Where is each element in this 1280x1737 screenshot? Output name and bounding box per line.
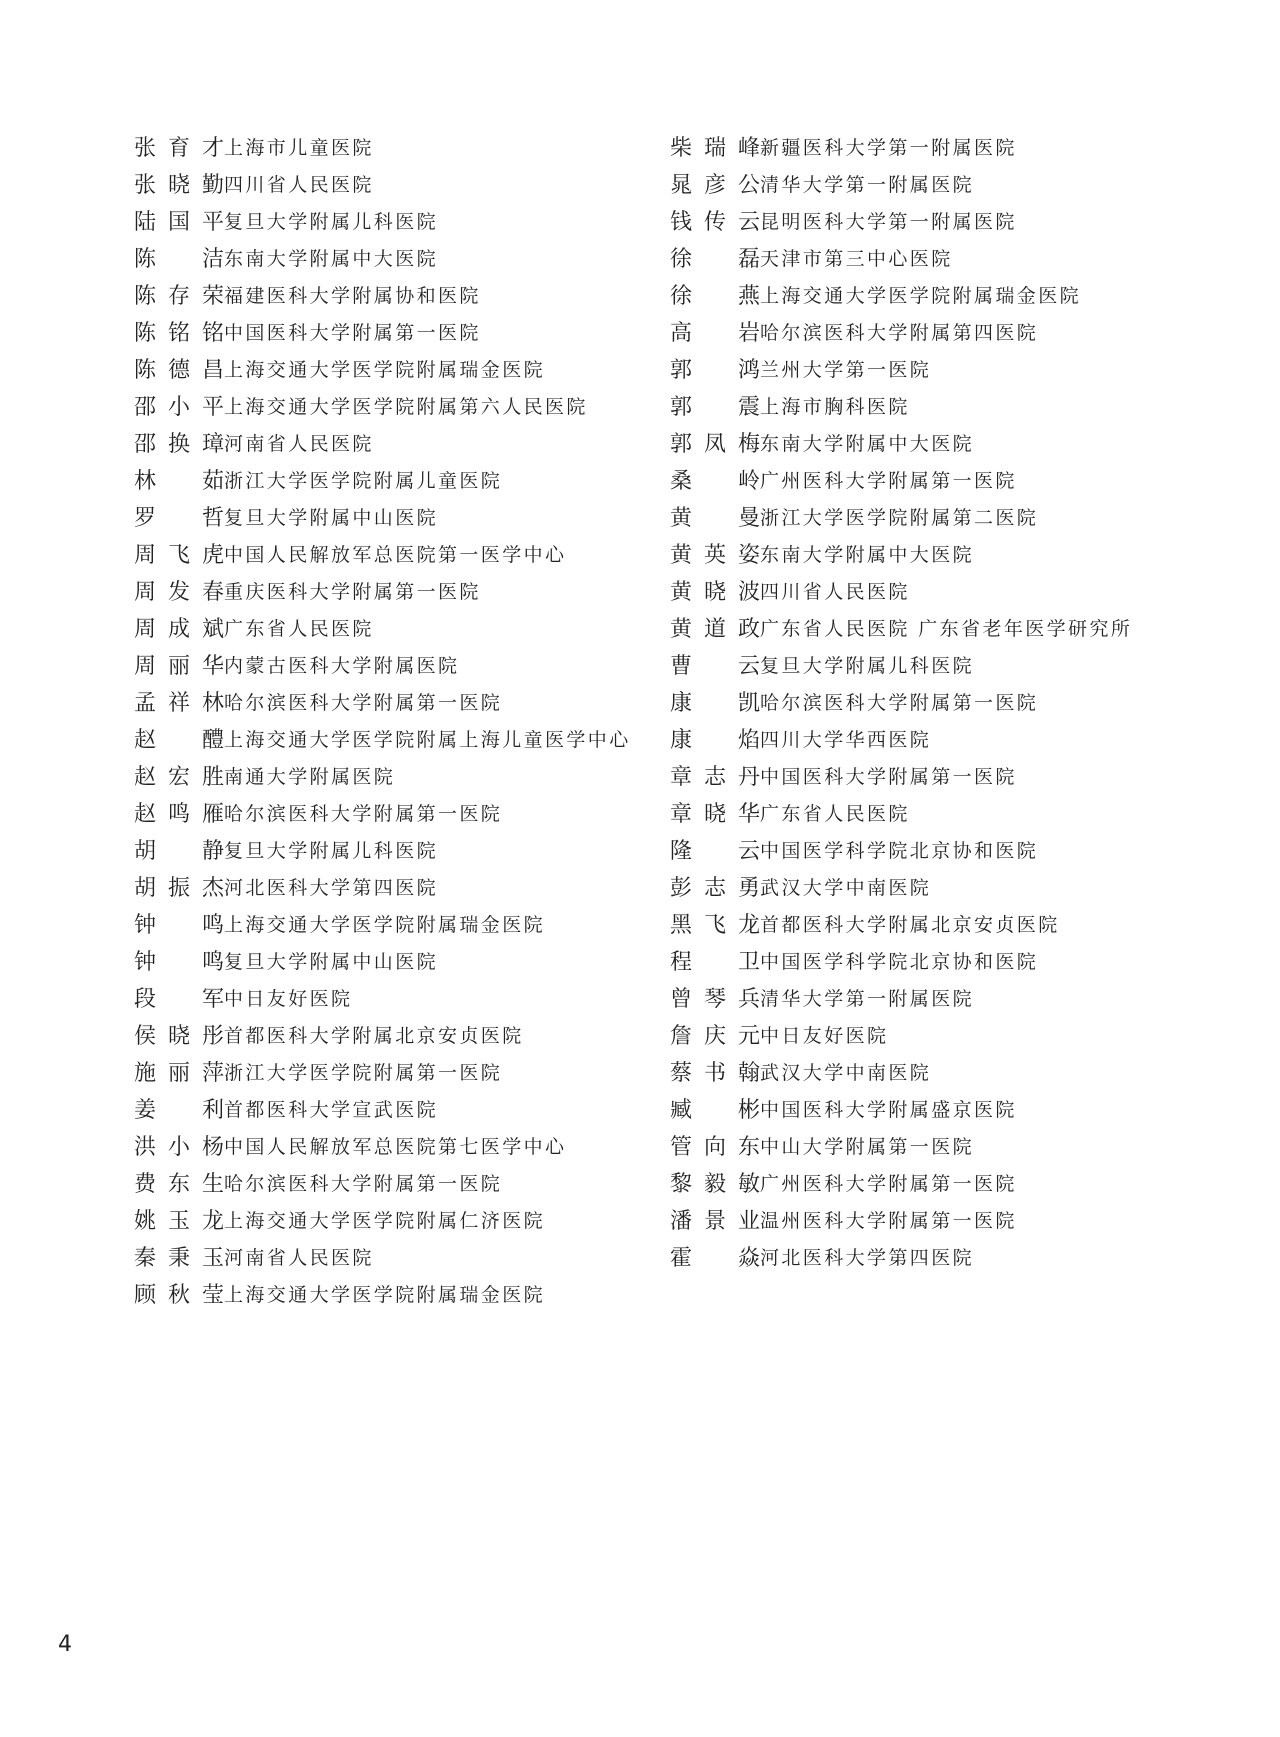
person-name: 彭志勇 bbox=[670, 876, 760, 901]
list-item bbox=[670, 757, 1250, 794]
list-item bbox=[134, 831, 654, 868]
list-item bbox=[670, 1127, 1250, 1164]
affiliation: 上海市胸科医院 bbox=[760, 396, 910, 418]
person-name: 黄 曼 bbox=[670, 506, 760, 531]
person-name: 黎毅敏 bbox=[670, 1172, 760, 1197]
affiliation: 南通大学附属医院 bbox=[224, 766, 396, 788]
person-name: 曹 云 bbox=[670, 654, 760, 679]
affiliation: 天津市第三中心医院 bbox=[760, 248, 953, 270]
person-name: 赵宏胜 bbox=[134, 765, 224, 790]
person-name: 徐 磊 bbox=[670, 247, 760, 272]
list-item bbox=[134, 424, 654, 461]
affiliation: 昆明医科大学第一附属医院 bbox=[760, 211, 1017, 233]
person-name: 周成斌 bbox=[134, 617, 224, 642]
person-name: 姜 利 bbox=[134, 1098, 224, 1123]
affiliation: 上海交通大学医学院附属仁济医院 bbox=[224, 1210, 546, 1232]
list-item bbox=[670, 905, 1250, 942]
person-name: 秦秉玉 bbox=[134, 1246, 224, 1271]
person-name: 赵 醴 bbox=[134, 728, 224, 753]
list-item bbox=[134, 1053, 654, 1090]
list-item bbox=[670, 572, 1250, 609]
list-item bbox=[670, 461, 1250, 498]
person-name: 程 卫 bbox=[670, 950, 760, 975]
list-item bbox=[134, 868, 654, 905]
person-name: 徐 燕 bbox=[670, 284, 760, 309]
affiliation: 广东省人民医院 bbox=[760, 803, 910, 825]
list-item bbox=[134, 202, 654, 239]
affiliation: 上海市儿童医院 bbox=[224, 137, 374, 159]
affiliation: 上海交通大学医学院附属瑞金医院 bbox=[224, 914, 546, 936]
affiliation: 中国医学科学院北京协和医院 bbox=[760, 951, 1039, 973]
affiliation: 四川省人民医院 bbox=[760, 581, 910, 603]
person-name: 管向东 bbox=[670, 1135, 760, 1160]
person-name: 周发春 bbox=[134, 580, 224, 605]
list-item bbox=[670, 646, 1250, 683]
list-item bbox=[670, 609, 1250, 646]
person-name: 章晓华 bbox=[670, 802, 760, 827]
person-name: 陆国平 bbox=[134, 210, 224, 235]
affiliation: 哈尔滨医科大学附属第一医院 bbox=[760, 692, 1039, 714]
affiliation: 东南大学附属中大医院 bbox=[760, 433, 975, 455]
person-name: 潘景业 bbox=[670, 1209, 760, 1234]
affiliation: 清华大学第一附属医院 bbox=[760, 174, 975, 196]
affiliation: 中日友好医院 bbox=[224, 988, 353, 1010]
person-name: 黄道政 bbox=[670, 617, 760, 642]
list-item bbox=[670, 1238, 1250, 1275]
person-name: 郭 鸿 bbox=[670, 358, 760, 383]
person-name: 陈德昌 bbox=[134, 358, 224, 383]
list-item bbox=[134, 683, 654, 720]
affiliation: 中国人民解放军总医院第七医学中心 bbox=[224, 1136, 567, 1158]
list-item bbox=[670, 165, 1250, 202]
person-name: 罗 哲 bbox=[134, 506, 224, 531]
person-name: 钟 鸣 bbox=[134, 913, 224, 938]
person-name: 段 军 bbox=[134, 987, 224, 1012]
person-name: 康 凯 bbox=[670, 691, 760, 716]
affiliation: 东南大学附属中大医院 bbox=[224, 248, 439, 270]
list-item bbox=[670, 720, 1250, 757]
list-item bbox=[670, 128, 1250, 165]
list-item bbox=[134, 350, 654, 387]
person-name: 晁彦公 bbox=[670, 173, 760, 198]
list-item bbox=[134, 276, 654, 313]
person-name: 钱传云 bbox=[670, 210, 760, 235]
list-item bbox=[134, 942, 654, 979]
list-item bbox=[670, 868, 1250, 905]
list-item bbox=[670, 535, 1250, 572]
affiliation: 首都医科大学附属北京安贞医院 bbox=[760, 914, 1060, 936]
affiliation: 四川省人民医院 bbox=[224, 174, 374, 196]
list-item bbox=[134, 1201, 654, 1238]
affiliation: 复旦大学附属儿科医院 bbox=[224, 211, 439, 233]
affiliation: 广东省人民医院 广东省老年医学研究所 bbox=[760, 618, 1133, 640]
list-item bbox=[670, 1016, 1250, 1053]
person-name: 洪小杨 bbox=[134, 1135, 224, 1160]
person-name: 张晓勤 bbox=[134, 173, 224, 198]
person-name: 黄英姿 bbox=[670, 543, 760, 568]
affiliation: 温州医科大学附属第一医院 bbox=[760, 1210, 1017, 1232]
person-name: 詹庆元 bbox=[670, 1024, 760, 1049]
list-item bbox=[134, 609, 654, 646]
person-name: 孟祥林 bbox=[134, 691, 224, 716]
list-item bbox=[134, 1238, 654, 1275]
affiliation: 中国医科大学附属盛京医院 bbox=[760, 1099, 1017, 1121]
affiliation: 哈尔滨医科大学附属第一医院 bbox=[224, 692, 503, 714]
person-name: 郭 震 bbox=[670, 395, 760, 420]
list-item bbox=[134, 905, 654, 942]
list-item bbox=[670, 239, 1250, 276]
list-item bbox=[134, 387, 654, 424]
list-item bbox=[134, 757, 654, 794]
affiliation: 河南省人民医院 bbox=[224, 1247, 374, 1269]
list-item bbox=[134, 535, 654, 572]
affiliation: 广州医科大学附属第一医院 bbox=[760, 470, 1017, 492]
person-name: 桑 岭 bbox=[670, 469, 760, 494]
list-item bbox=[134, 461, 654, 498]
person-name: 柴瑞峰 bbox=[670, 136, 760, 161]
affiliation: 复旦大学附属儿科医院 bbox=[760, 655, 975, 677]
affiliation: 哈尔滨医科大学附属第四医院 bbox=[760, 322, 1039, 344]
person-name: 陈存荣 bbox=[134, 284, 224, 309]
person-name: 顾秋莹 bbox=[134, 1283, 224, 1308]
list-item bbox=[670, 831, 1250, 868]
person-name: 黄晓波 bbox=[670, 580, 760, 605]
affiliation: 浙江大学医学院附属第二医院 bbox=[760, 507, 1039, 529]
affiliation: 河南省人民医院 bbox=[224, 433, 374, 455]
affiliation: 上海交通大学医学院附属瑞金医院 bbox=[224, 359, 546, 381]
list-item bbox=[134, 1127, 654, 1164]
list-item bbox=[670, 1053, 1250, 1090]
list-item bbox=[134, 1090, 654, 1127]
affiliation: 武汉大学中南医院 bbox=[760, 877, 932, 899]
right-column bbox=[670, 128, 1250, 1275]
list-item bbox=[670, 424, 1250, 461]
person-name: 邵小平 bbox=[134, 395, 224, 420]
person-name: 高 岩 bbox=[670, 321, 760, 346]
person-name: 周飞虎 bbox=[134, 543, 224, 568]
person-name: 赵鸣雁 bbox=[134, 802, 224, 827]
person-name: 曾琴兵 bbox=[670, 987, 760, 1012]
list-item bbox=[134, 313, 654, 350]
affiliation: 中国医学科学院北京协和医院 bbox=[760, 840, 1039, 862]
list-item bbox=[670, 794, 1250, 831]
person-name: 陈铭铭 bbox=[134, 321, 224, 346]
person-name: 章志丹 bbox=[670, 765, 760, 790]
list-item bbox=[670, 1201, 1250, 1238]
person-name: 胡 静 bbox=[134, 839, 224, 864]
person-name: 侯晓彤 bbox=[134, 1024, 224, 1049]
list-item bbox=[670, 979, 1250, 1016]
list-item bbox=[670, 350, 1250, 387]
affiliation: 首都医科大学宣武医院 bbox=[224, 1099, 439, 1121]
affiliation: 哈尔滨医科大学附属第一医院 bbox=[224, 803, 503, 825]
person-name: 林 茹 bbox=[134, 469, 224, 494]
affiliation: 上海交通大学医学院附属第六人民医院 bbox=[224, 396, 588, 418]
list-item bbox=[134, 165, 654, 202]
list-item bbox=[134, 720, 654, 757]
affiliation: 中国人民解放军总医院第一医学中心 bbox=[224, 544, 567, 566]
list-item bbox=[670, 942, 1250, 979]
affiliation: 上海交通大学医学院附属瑞金医院 bbox=[760, 285, 1082, 307]
person-name: 费东生 bbox=[134, 1172, 224, 1197]
list-item bbox=[670, 683, 1250, 720]
affiliation: 首都医科大学附属北京安贞医院 bbox=[224, 1025, 524, 1047]
affiliation: 重庆医科大学附属第一医院 bbox=[224, 581, 481, 603]
affiliation: 中国医科大学附属第一医院 bbox=[224, 322, 481, 344]
affiliation: 清华大学第一附属医院 bbox=[760, 988, 975, 1010]
affiliation: 中国医科大学附属第一医院 bbox=[760, 766, 1017, 788]
person-name: 康 焰 bbox=[670, 728, 760, 753]
person-name: 郭凤梅 bbox=[670, 432, 760, 457]
affiliation: 河北医科大学第四医院 bbox=[760, 1247, 975, 1269]
list-item bbox=[134, 646, 654, 683]
affiliation: 浙江大学医学院附属儿童医院 bbox=[224, 470, 503, 492]
affiliation: 河北医科大学第四医院 bbox=[224, 877, 439, 899]
affiliation: 上海交通大学医学院附属瑞金医院 bbox=[224, 1284, 546, 1306]
affiliation: 复旦大学附属中山医院 bbox=[224, 951, 439, 973]
affiliation: 新疆医科大学第一附属医院 bbox=[760, 137, 1017, 159]
list-item bbox=[670, 1090, 1250, 1127]
list-item bbox=[670, 202, 1250, 239]
affiliation: 广东省人民医院 bbox=[224, 618, 374, 640]
list-item bbox=[134, 1275, 654, 1312]
affiliation: 兰州大学第一医院 bbox=[760, 359, 932, 381]
person-name: 黑飞龙 bbox=[670, 913, 760, 938]
affiliation: 四川大学华西医院 bbox=[760, 729, 932, 751]
person-name: 施丽萍 bbox=[134, 1061, 224, 1086]
list-item bbox=[134, 128, 654, 165]
affiliation: 中日友好医院 bbox=[760, 1025, 889, 1047]
list-item bbox=[134, 979, 654, 1016]
affiliation: 东南大学附属中大医院 bbox=[760, 544, 975, 566]
person-name: 蔡书翰 bbox=[670, 1061, 760, 1086]
person-name: 邵换璋 bbox=[134, 432, 224, 457]
list-item bbox=[670, 1164, 1250, 1201]
affiliation: 内蒙古医科大学附属医院 bbox=[224, 655, 460, 677]
affiliation: 中山大学附属第一医院 bbox=[760, 1136, 975, 1158]
person-name: 胡振杰 bbox=[134, 876, 224, 901]
person-name: 隆 云 bbox=[670, 839, 760, 864]
page-number: 4 bbox=[58, 1632, 72, 1657]
affiliation: 哈尔滨医科大学附属第一医院 bbox=[224, 1173, 503, 1195]
left-column bbox=[134, 128, 654, 1312]
person-name: 臧 彬 bbox=[670, 1098, 760, 1123]
list-item bbox=[670, 498, 1250, 535]
list-item bbox=[134, 239, 654, 276]
affiliation: 浙江大学医学院附属第一医院 bbox=[224, 1062, 503, 1084]
list-item bbox=[134, 1016, 654, 1053]
person-name: 姚玉龙 bbox=[134, 1209, 224, 1234]
list-item bbox=[670, 387, 1250, 424]
affiliation: 复旦大学附属中山医院 bbox=[224, 507, 439, 529]
affiliation: 复旦大学附属儿科医院 bbox=[224, 840, 439, 862]
affiliation: 武汉大学中南医院 bbox=[760, 1062, 932, 1084]
list-item bbox=[134, 498, 654, 535]
list-item bbox=[134, 572, 654, 609]
person-name: 陈 洁 bbox=[134, 247, 224, 272]
affiliation: 上海交通大学医学院附属上海儿童医学中心 bbox=[224, 729, 631, 751]
list-item bbox=[670, 313, 1250, 350]
affiliation: 福建医科大学附属协和医院 bbox=[224, 285, 481, 307]
list-item bbox=[670, 276, 1250, 313]
affiliation: 广州医科大学附属第一医院 bbox=[760, 1173, 1017, 1195]
person-name: 钟 鸣 bbox=[134, 950, 224, 975]
person-name: 张育才 bbox=[134, 136, 224, 161]
list-item bbox=[134, 794, 654, 831]
list-item bbox=[134, 1164, 654, 1201]
person-name: 周丽华 bbox=[134, 654, 224, 679]
person-name: 霍 焱 bbox=[670, 1246, 760, 1271]
